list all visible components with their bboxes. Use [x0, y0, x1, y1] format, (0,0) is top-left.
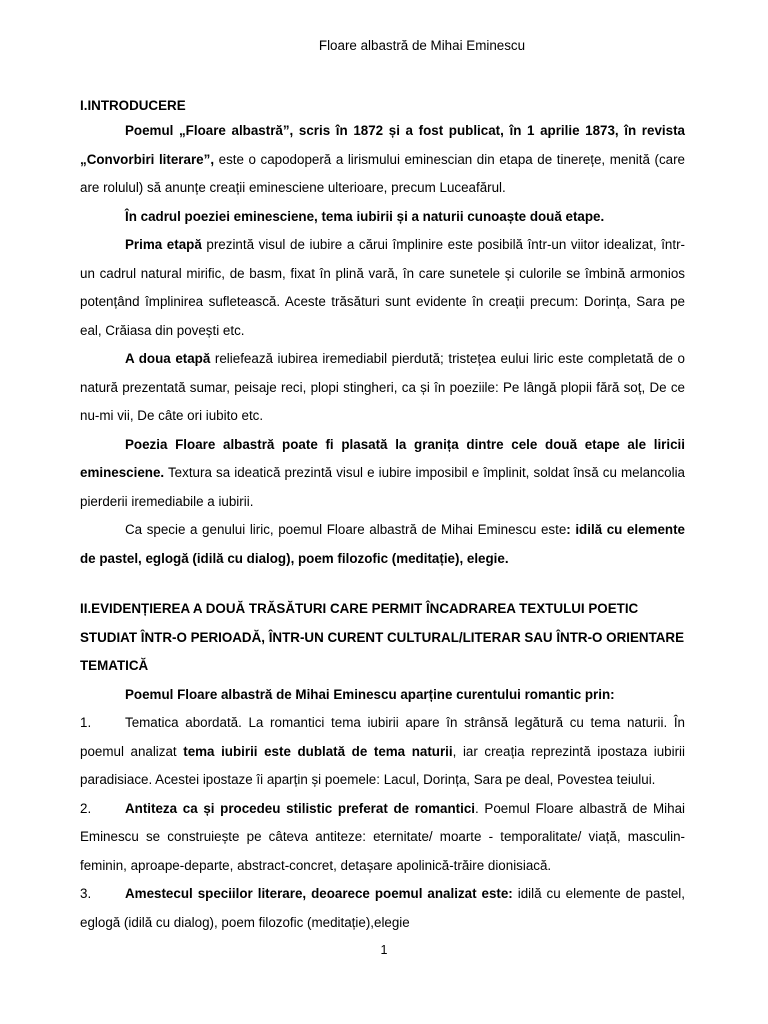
paragraph-text: Ca specie a genului liric, poemul Floare albastră de Mihai Eminescu este [125, 522, 567, 537]
bold-text: : idilă cu elemente de pastel, eglogă (idilă cu dialog), poem filozofic (meditație), elegie. [80, 522, 685, 566]
list-text: Tematica abordată. La romantici tema iubirii apare în strânsă legătură cu tema naturii. În poemul analizat [80, 715, 685, 759]
list-bold-text: Amestecul speciilor literare, deoarece poemul analizat este: [125, 886, 513, 901]
list-number: 1. [80, 715, 92, 730]
paragraph-text: este o capodoperă a lirismului eminescian din etapa de tinerețe, menită (care are rolulul) să anunțe creații eminesciene ulterioare, precum Luceafărul. [80, 151, 685, 195]
bold-text: Poemul „Floare albastră”, scris în 1872 și a fost publicat, în 1 aprilie 1873, în revista „Convorbiri literare”, [80, 123, 685, 167]
list-item [80, 795, 685, 881]
document-title: Floare albastră de Mihai Eminescu [318, 38, 526, 53]
list-item [80, 709, 685, 795]
section-heading-evidentierea: II.EVIDENȚIEREA A DOUĂ TRĂSĂTURI CARE PERMIT ÎNCADRAREA TEXTULUI POETIC STUDIAT ÎNTR-O PERIOADĂ, ÎNTR-UN CURENT CULTURAL/LITERAR SAU ÎNTR-O ORIENTARE TEMATICĂ [80, 601, 685, 673]
bold-text: A doua etapă [125, 351, 211, 366]
bold-text: Prima etapă [125, 237, 202, 252]
list-text: idilă cu elemente de pastel, eglogă (idilă cu dialog), poem filozofic (meditație),elegie [80, 886, 685, 930]
paragraph-intro [80, 117, 685, 203]
paragraph-a-doua-etapa [80, 345, 685, 431]
list-number: 3. [80, 886, 92, 901]
list-text: . Poemul Floare albastră de Mihai Eminescu se construiește pe câteva antiteze: eternitate/ moarte - temporalitate/ viață, masculin-feminin, aproape-departe, abstract-concret, detașare apolinică-trăire dionisiacă. [80, 800, 686, 873]
paragraph-granita [80, 431, 685, 517]
list-bold-text: Antiteza ca și procedeu stilistic preferat de romantici [125, 800, 476, 816]
page-number: 1 [380, 943, 388, 957]
paragraph-text: prezintă visul de iubire a cărui împlinire este posibilă într-un viitor idealizat, într-un cadrul natural mirific, de basm, fixat în plină vară, în care sunetele și culorile se îmbină armonios potențând împlinirea sufletească. Aceste trăsături sunt evidente în creații precum: Dorința, Sara pe eal, Crăiasa din povești etc. [80, 237, 685, 338]
section-heading-introducere: I.INTRODUCERE [80, 98, 186, 113]
document-body [80, 95, 685, 937]
paragraph-text: reliefează iubirea iremediabil pierdută; tristețea eului liric este completată de o natură prezentată sumar, peisaje reci, plopi stingheri, ca și în poeziile: Pe lângă plopii fără soț, De ce nu-mi vii, De câte ori iubito etc. [80, 351, 685, 423]
list-number: 2. [80, 800, 92, 816]
paragraph-specie [80, 516, 685, 573]
paragraph-etape: În cadrul poeziei eminesciene, tema iubirii și a naturii cunoaște două etape. [125, 208, 605, 224]
list-text: , iar creația reprezintă ipostaza iubirii paradisiace. Acestei ipostaze îi aparțin și poemele: Lacul, Dorința, Sara pe deal, Povestea teiului. [80, 743, 685, 787]
paragraph-text: Textura sa ideatică prezintă visul e iubire imposibil e împlinit, soldat însă cu melancolia pierderii iremediabile a iubirii. [80, 465, 685, 509]
paragraph-curent-romantic: Poemul Floare albastră de Mihai Eminescu aparține curentului romantic prin: [125, 686, 615, 702]
list-bold-text: tema iubirii este dublată de tema naturii [183, 743, 453, 759]
bold-text: Poezia Floare albastră poate fi plasată la granița dintre cele două etape ale liricii eminesciene. [80, 436, 685, 480]
paragraph-prima-etapa [80, 231, 685, 345]
list-item [80, 880, 685, 937]
